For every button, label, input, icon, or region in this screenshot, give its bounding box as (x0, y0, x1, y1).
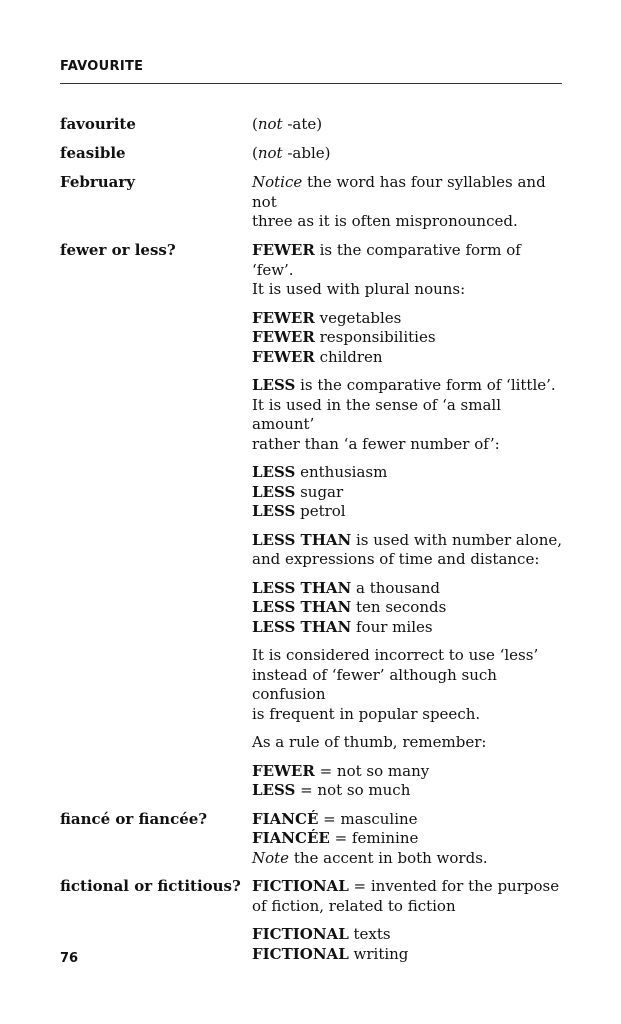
definition-line: FIANCÉ = masculine (252, 809, 418, 828)
definition-line: As a rule of thumb, remember: (252, 733, 487, 751)
entry-fictional-or-fictitious (60, 877, 562, 964)
entry-term: feasible (60, 144, 126, 162)
definition-line: It is used in the sense of ‘a small amount’ (252, 395, 502, 433)
definition-line: FEWER is the comparative form of ‘few’. (252, 241, 521, 279)
rule-line: LESS = not so much (252, 781, 411, 799)
example-line: FEWER vegetables (252, 308, 402, 327)
entry-definition (252, 241, 562, 801)
definition-line: instead of ‘fewer’ although such confusion (252, 665, 497, 703)
definition-line: FICTIONAL = invented for the purpose (252, 877, 560, 895)
rule-line: FEWER = not so many (252, 761, 430, 780)
example-line: LESS petrol (252, 502, 346, 520)
page-number: 76 (60, 951, 79, 966)
dictionary-entries (60, 115, 562, 964)
definition-line: rather than ‘a fewer number of’: (252, 434, 500, 453)
usage-note: (not -ate) (252, 115, 323, 133)
entry-term: fewer or less? (60, 241, 176, 259)
example-line: LESS sugar (252, 482, 344, 501)
example-line: FEWER responsibilities (252, 328, 436, 346)
definition-line: is frequent in popular speech. (252, 704, 481, 723)
example-line: FEWER children (252, 347, 383, 366)
example-line: LESS enthusiasm (252, 463, 388, 481)
example-line: LESS THAN a thousand (252, 578, 440, 597)
definition-line: three as it is often mispronounced. (252, 212, 518, 230)
entry-term: favourite (60, 115, 136, 133)
entry-term: February (60, 173, 136, 191)
entry-favourite (60, 115, 562, 135)
example-line: FICTIONAL writing (252, 944, 409, 963)
definition-line: It is used with plural nouns: (252, 280, 466, 298)
example-line: FICTIONAL texts (252, 925, 391, 943)
entry-definition (252, 144, 562, 164)
definition-line: and expressions of time and distance: (252, 550, 540, 568)
usage-note: Note the accent in both words. (252, 848, 488, 867)
entry-definition (252, 877, 562, 964)
entry-definition (252, 810, 562, 869)
running-head: FAVOURITE (60, 59, 144, 74)
entry-definition (252, 173, 562, 232)
entry-definition (252, 115, 562, 135)
definition-line: Notice the word has four syllables and not (252, 173, 546, 211)
entry-fewer-or-less (60, 241, 562, 801)
definition-line: LESS THAN is used with number alone, (252, 530, 563, 549)
definition-line: It is considered incorrect to use ‘less’ (252, 646, 539, 664)
entry-term: fiancé or fiancée? (60, 809, 208, 828)
example-line: LESS THAN ten seconds (252, 598, 447, 616)
entry-february (60, 173, 562, 232)
definition-line: of fiction, related to fiction (252, 896, 456, 915)
header-rule (60, 83, 562, 84)
usage-note: (not -able) (252, 144, 331, 162)
entry-fiance-or-fiancee (60, 810, 562, 869)
example-line: LESS THAN four miles (252, 617, 433, 636)
entry-feasible (60, 144, 562, 164)
definition-line: FIANCÉE = feminine (252, 829, 419, 847)
definition-line: LESS is the comparative form of ‘little’. (252, 376, 556, 394)
entry-term: fictional or fictitious? (60, 877, 241, 895)
